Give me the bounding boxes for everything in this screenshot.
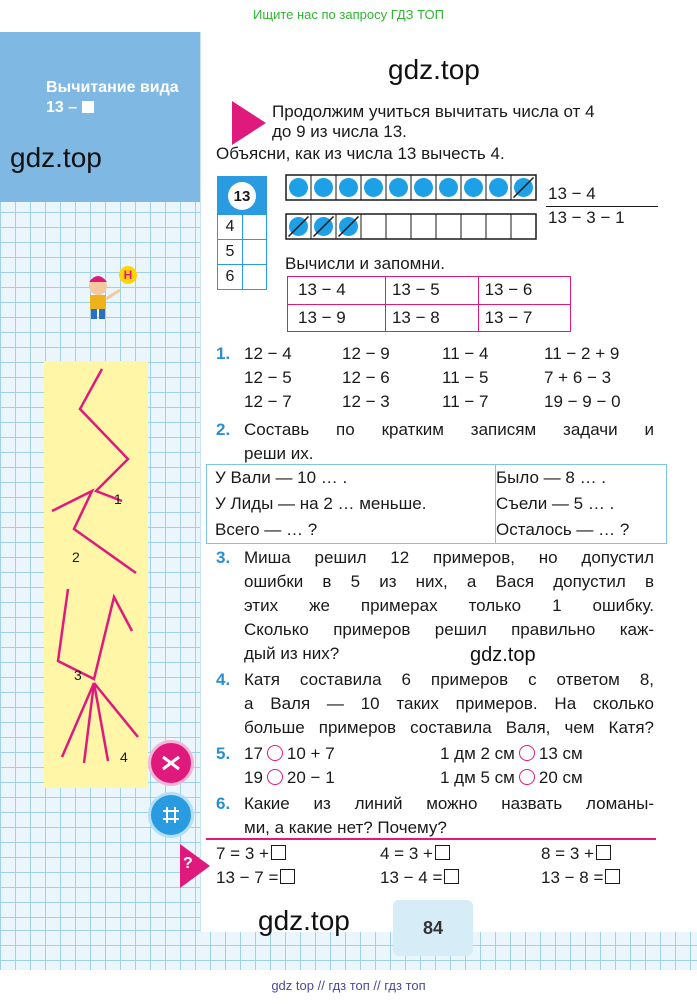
compare-right: 20 − 1 <box>286 768 335 787</box>
intro-line2: до 9 из числа 13. <box>272 122 407 141</box>
text-line: Катя составила 6 примеров с ответом 8, <box>244 670 654 689</box>
line-label: 1 <box>114 491 122 507</box>
bonus-eq <box>380 842 450 866</box>
record-line: Осталось — … ? <box>496 520 630 539</box>
compute-heading: Вычисли и запомни. <box>285 254 445 273</box>
bonus-eq <box>541 842 611 866</box>
box-icon <box>82 101 94 113</box>
intro-line1: Продолжим учиться вычитать числа от 4 <box>272 102 595 121</box>
compare-right: 20 см <box>538 768 583 787</box>
exercise-3-text <box>244 546 654 666</box>
footer-links: gdz top // гдз топ // гдз топ <box>271 978 426 993</box>
lines-drawing <box>44 361 148 788</box>
frame-row: 4 <box>218 215 243 239</box>
compute-cell: 13 − 4 <box>288 277 385 304</box>
exercise-1-table <box>244 342 633 414</box>
eq-text: 8 = 3 + <box>541 844 594 863</box>
compute-cell: 13 − 6 <box>478 277 570 304</box>
exercise-6-text <box>244 792 654 840</box>
bonus-eq <box>380 866 459 890</box>
counter-dot <box>464 178 483 197</box>
compare-left: 19 <box>244 768 263 787</box>
text-line: ми, а какие нет? Почему? <box>244 818 447 837</box>
top-banner: Ищите нас по запросу ГДЗ ТОП <box>253 7 444 22</box>
compare-left: 17 <box>244 744 263 763</box>
bonus-eq <box>216 842 286 866</box>
explain-line2: 13 − 3 − 1 <box>548 208 625 227</box>
record-line: У Лиды — на 2 … меньше. <box>215 494 427 513</box>
number-frame <box>217 176 267 290</box>
line-label: 4 <box>120 749 128 765</box>
compare-circle-icon[interactable] <box>519 745 535 761</box>
badge-letter: Н <box>119 266 137 284</box>
compare-left: 1 дм 2 см <box>440 744 515 763</box>
counter-dot <box>389 178 408 197</box>
exercise-2-text: реши их. <box>244 444 314 463</box>
text-line: а Валя — 10 таких примеров. На сколько <box>244 694 654 713</box>
bonus-eq <box>216 866 295 890</box>
eq-text: 7 = 3 + <box>216 844 269 863</box>
eq-text: 4 = 3 + <box>380 844 433 863</box>
compare-left: 1 дм 5 см <box>440 768 515 787</box>
expr: 12 − 9 <box>342 344 390 363</box>
compare-row <box>440 766 583 790</box>
compute-box <box>287 276 571 332</box>
expr: 12 − 5 <box>244 368 292 387</box>
expr: 12 − 7 <box>244 392 292 411</box>
play-marker-icon <box>232 101 266 145</box>
expr: 11 − 4 <box>442 344 489 363</box>
exercise-number: 5. <box>216 744 231 763</box>
watermark: gdz.top <box>258 905 350 936</box>
counter-dot <box>339 178 358 197</box>
text-line: Сколько примеров решил правильно каж- <box>244 620 654 639</box>
compare-row <box>244 742 335 766</box>
compute-cell: 13 − 9 <box>288 304 385 331</box>
compare-circle-icon[interactable] <box>267 745 283 761</box>
exercise-number: 2. <box>216 420 231 439</box>
exercise-number: 1. <box>216 344 231 363</box>
answer-box[interactable] <box>280 869 295 884</box>
counter-dot <box>414 178 433 197</box>
compare-row <box>440 742 583 766</box>
exercise-4-text <box>244 668 654 740</box>
compare-right: 13 см <box>538 744 583 763</box>
line-label: 3 <box>74 667 82 683</box>
counter-dot <box>364 178 383 197</box>
question-mark: ? <box>183 855 193 872</box>
frame-header: 13 <box>228 182 256 210</box>
watermark: gdz.top <box>388 54 480 85</box>
record-line: Съели — 5 … . <box>496 494 615 513</box>
record-line: Всего — … ? <box>215 520 318 539</box>
exercise-number: 6. <box>216 794 231 813</box>
exercise-number: 4. <box>216 670 231 689</box>
answer-box[interactable] <box>435 845 450 860</box>
page-number: 84 <box>422 918 444 938</box>
counter-dot <box>439 178 458 197</box>
explain-line1: 13 − 4 <box>548 184 596 203</box>
dot-strips <box>285 174 537 242</box>
answer-box[interactable] <box>596 845 611 860</box>
counter-dot <box>489 178 508 197</box>
short-record-left <box>206 464 496 544</box>
compare-circle-icon[interactable] <box>519 769 535 785</box>
text-line: больше примеров составила Валя, чем Катя? <box>244 718 654 737</box>
compare-right: 10 + 7 <box>286 744 335 763</box>
exercise-number: 3. <box>216 548 231 567</box>
grid-badge-icon <box>148 792 194 838</box>
intro-line3: Объясни, как из числа 13 вычесть 4. <box>216 144 505 163</box>
answer-box[interactable] <box>605 869 620 884</box>
compare-row <box>244 766 335 790</box>
eq-text: 13 − 7 = <box>216 868 279 887</box>
compare-circle-icon[interactable] <box>267 769 283 785</box>
expr: 12 − 4 <box>244 344 292 363</box>
frame-row: 5 <box>218 240 243 264</box>
text-line: ошибки в 5 из них, а Вася допустил в <box>244 572 654 591</box>
watermark: gdz.top <box>470 644 536 666</box>
expr: 11 − 5 <box>442 368 489 387</box>
bonus-eq <box>541 866 620 890</box>
text-line: Миша решил 12 примеров, но допустил <box>244 548 654 567</box>
page-number-box <box>393 900 473 956</box>
frame-row: 6 <box>218 265 243 289</box>
line-label: 2 <box>72 549 80 565</box>
compare-badge-icon <box>148 740 194 786</box>
text-line: Какие из линий можно назвать ломаны- <box>244 794 654 813</box>
expr: 12 − 3 <box>342 392 390 411</box>
counter-dot <box>289 178 308 197</box>
eq-text: 13 − 4 = <box>380 868 443 887</box>
record-line: У Вали — 10 … . <box>215 468 348 487</box>
eq-text: 13 − 8 = <box>541 868 604 887</box>
topic-title <box>46 78 216 118</box>
expr: 11 − 7 <box>442 392 489 411</box>
watermark: gdz.top <box>10 142 102 173</box>
expr: 7 + 6 − 3 <box>544 368 612 387</box>
expr: 12 − 6 <box>342 368 390 387</box>
expr: 19 − 9 − 0 <box>544 392 621 411</box>
short-record-right <box>486 464 667 544</box>
answer-box[interactable] <box>271 845 286 860</box>
text-line: дый из них? <box>244 644 340 663</box>
topic-line1: Вычитание вида <box>46 79 179 96</box>
compute-cell: 13 − 5 <box>385 277 478 304</box>
topic-line2: 13 – <box>46 99 82 116</box>
compute-cell: 13 − 7 <box>484 307 533 327</box>
bonus-divider <box>206 838 656 840</box>
text-line: этих же примерах только 1 ошибку. <box>244 596 654 615</box>
counter-dot <box>314 178 333 197</box>
compute-cell: 13 − 8 <box>385 304 478 331</box>
answer-box[interactable] <box>444 869 459 884</box>
exercise-2-text: Составь по кратким записям задачи и <box>244 420 654 439</box>
expr: 11 − 2 + 9 <box>544 344 620 363</box>
lines-panel <box>44 361 148 788</box>
record-line: Было — 8 … . <box>496 468 607 487</box>
